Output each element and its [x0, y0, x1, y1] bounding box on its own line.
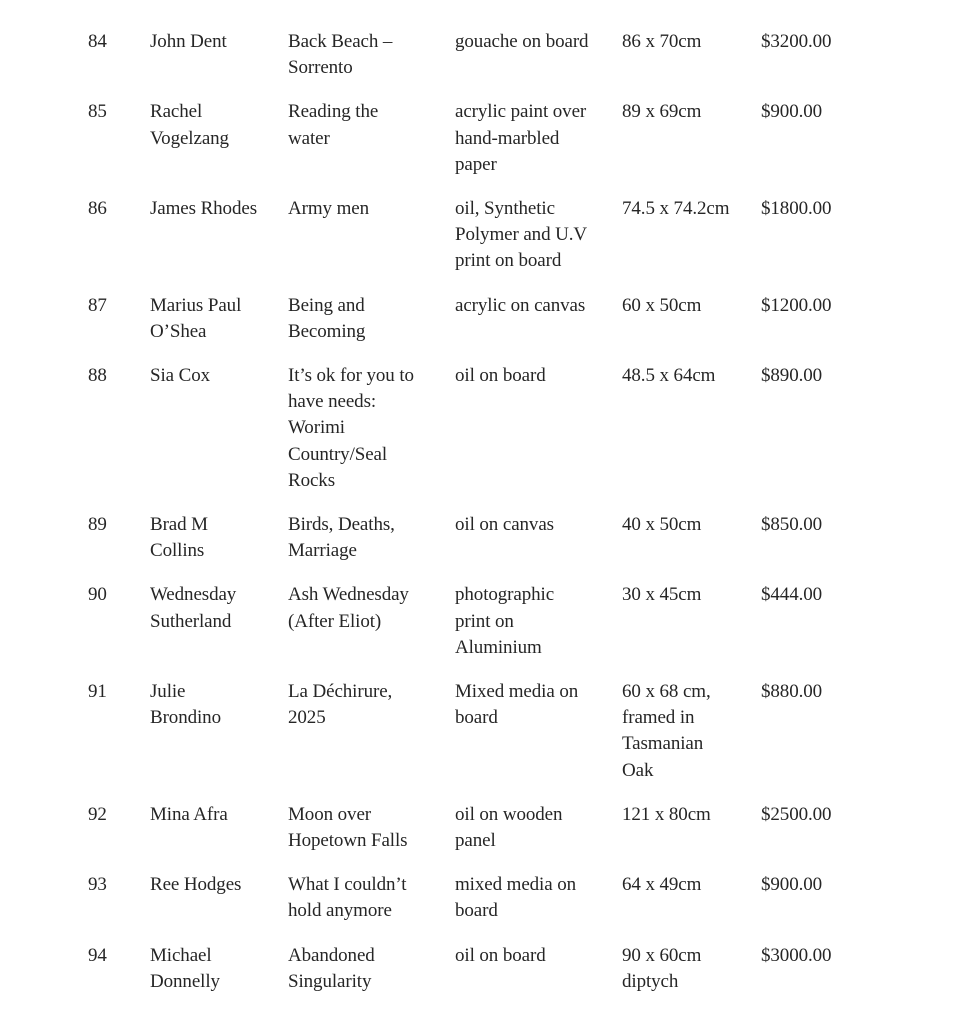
artwork-size: 40 x 50cm — [622, 514, 702, 536]
artist-name: John Dent — [150, 31, 227, 52]
artist-name: Mina Afra — [150, 803, 228, 825]
artwork-price: $850.00 — [761, 514, 823, 536]
artwork-medium: oil on canvas — [455, 514, 554, 536]
artwork-size: 60 x 68 cm, framed in Tasmanian Oak — [622, 681, 711, 781]
catalogue-number: 90 — [88, 584, 107, 606]
artwork-size: 86 x 70cm — [622, 31, 702, 52]
artist-name: Sia Cox — [150, 365, 211, 387]
artist-name: Wednesday Sutherland — [150, 584, 237, 632]
artwork-title: It’s ok for you to have needs: Worimi Country/Seal Rocks — [288, 365, 414, 491]
catalogue-number: 84 — [88, 31, 107, 52]
artist-name: James Rhodes — [150, 198, 257, 220]
artwork-title: Birds, Deaths, Marriage — [288, 514, 395, 562]
artwork-price: $444.00 — [761, 584, 823, 606]
artist-name: Ree Hodges — [150, 874, 242, 896]
artwork-price: $880.00 — [761, 681, 823, 703]
catalogue-number: 85 — [88, 101, 107, 123]
artwork-title: Ash Wednesday (After Eliot) — [288, 584, 409, 632]
artist-name: Marius Paul O’Shea — [150, 294, 242, 342]
artwork-price: $900.00 — [761, 101, 823, 123]
artwork-size: 74.5 x 74.2cm — [622, 198, 730, 220]
artwork-medium: acrylic on canvas — [455, 294, 586, 316]
catalogue-number: 91 — [88, 681, 107, 703]
artist-name: Rachel Vogelzang — [150, 101, 229, 149]
catalogue-number: 92 — [88, 803, 107, 825]
artwork-medium: oil, Synthetic Polymer and U.V print on board — [455, 198, 588, 272]
table-row — [88, 363, 871, 512]
artwork-title: What I couldn’t hold anymore — [288, 874, 407, 922]
artwork-medium: oil on board — [455, 365, 546, 387]
table-row — [88, 99, 871, 196]
artwork-title: Abandoned Singularity — [288, 944, 375, 992]
artwork-medium: acrylic paint over hand-marbled paper — [455, 101, 587, 175]
table-row — [88, 582, 871, 679]
catalogue-number: 94 — [88, 944, 107, 966]
artwork-size: 60 x 50cm — [622, 294, 702, 316]
artworks-table-body — [88, 29, 871, 1013]
artwork-size: 90 x 60cm diptych — [622, 944, 702, 992]
catalogue-number: 87 — [88, 294, 107, 316]
artwork-medium: photographic print on Aluminium — [455, 584, 555, 658]
artwork-medium: oil on wooden panel — [455, 803, 563, 852]
artwork-price: $3000.00 — [761, 944, 832, 966]
artwork-size: 121 x 80cm — [622, 803, 711, 825]
artwork-size: 64 x 49cm — [622, 874, 702, 896]
artwork-price: $890.00 — [761, 365, 823, 387]
artwork-price: $1800.00 — [761, 198, 832, 220]
artwork-title: La Déchirure, 2025 — [288, 681, 393, 729]
artwork-medium: Mixed media on board — [455, 681, 579, 729]
catalogue-number: 86 — [88, 198, 107, 220]
artwork-size: 30 x 45cm — [622, 584, 702, 606]
artwork-medium: oil on board — [455, 944, 546, 966]
artist-name: Michael Donnelly — [150, 944, 220, 992]
artwork-title: Army men — [288, 198, 369, 220]
artwork-medium: gouache on board — [455, 31, 589, 52]
artworks-table — [88, 29, 871, 1013]
artist-name: Brad M Collins — [150, 514, 208, 562]
table-row — [88, 512, 871, 582]
table-row — [88, 802, 871, 872]
catalogue-number: 93 — [88, 874, 107, 896]
artwork-size: 48.5 x 64cm — [622, 365, 716, 387]
artwork-size: 89 x 69cm — [622, 101, 702, 123]
artwork-title: Reading the water — [288, 101, 379, 149]
table-row — [88, 293, 871, 363]
artwork-price: $1200.00 — [761, 294, 832, 316]
table-row — [88, 679, 871, 802]
catalogue-number: 89 — [88, 514, 107, 536]
artwork-price: $900.00 — [761, 874, 823, 896]
artist-name: Julie Brondino — [150, 681, 221, 729]
artwork-title: Being and Becoming — [288, 294, 366, 342]
artwork-price: $3200.00 — [761, 31, 832, 52]
artwork-title: Back Beach – Sorrento — [288, 31, 393, 79]
table-row — [88, 872, 871, 942]
catalogue-number: 88 — [88, 365, 107, 387]
table-row — [88, 29, 871, 99]
artwork-price: $2500.00 — [761, 803, 832, 825]
artwork-title: Moon over Hopetown Falls — [288, 803, 408, 852]
artwork-medium: mixed media on board — [455, 874, 577, 922]
table-row — [88, 943, 871, 1013]
table-row — [88, 196, 871, 293]
